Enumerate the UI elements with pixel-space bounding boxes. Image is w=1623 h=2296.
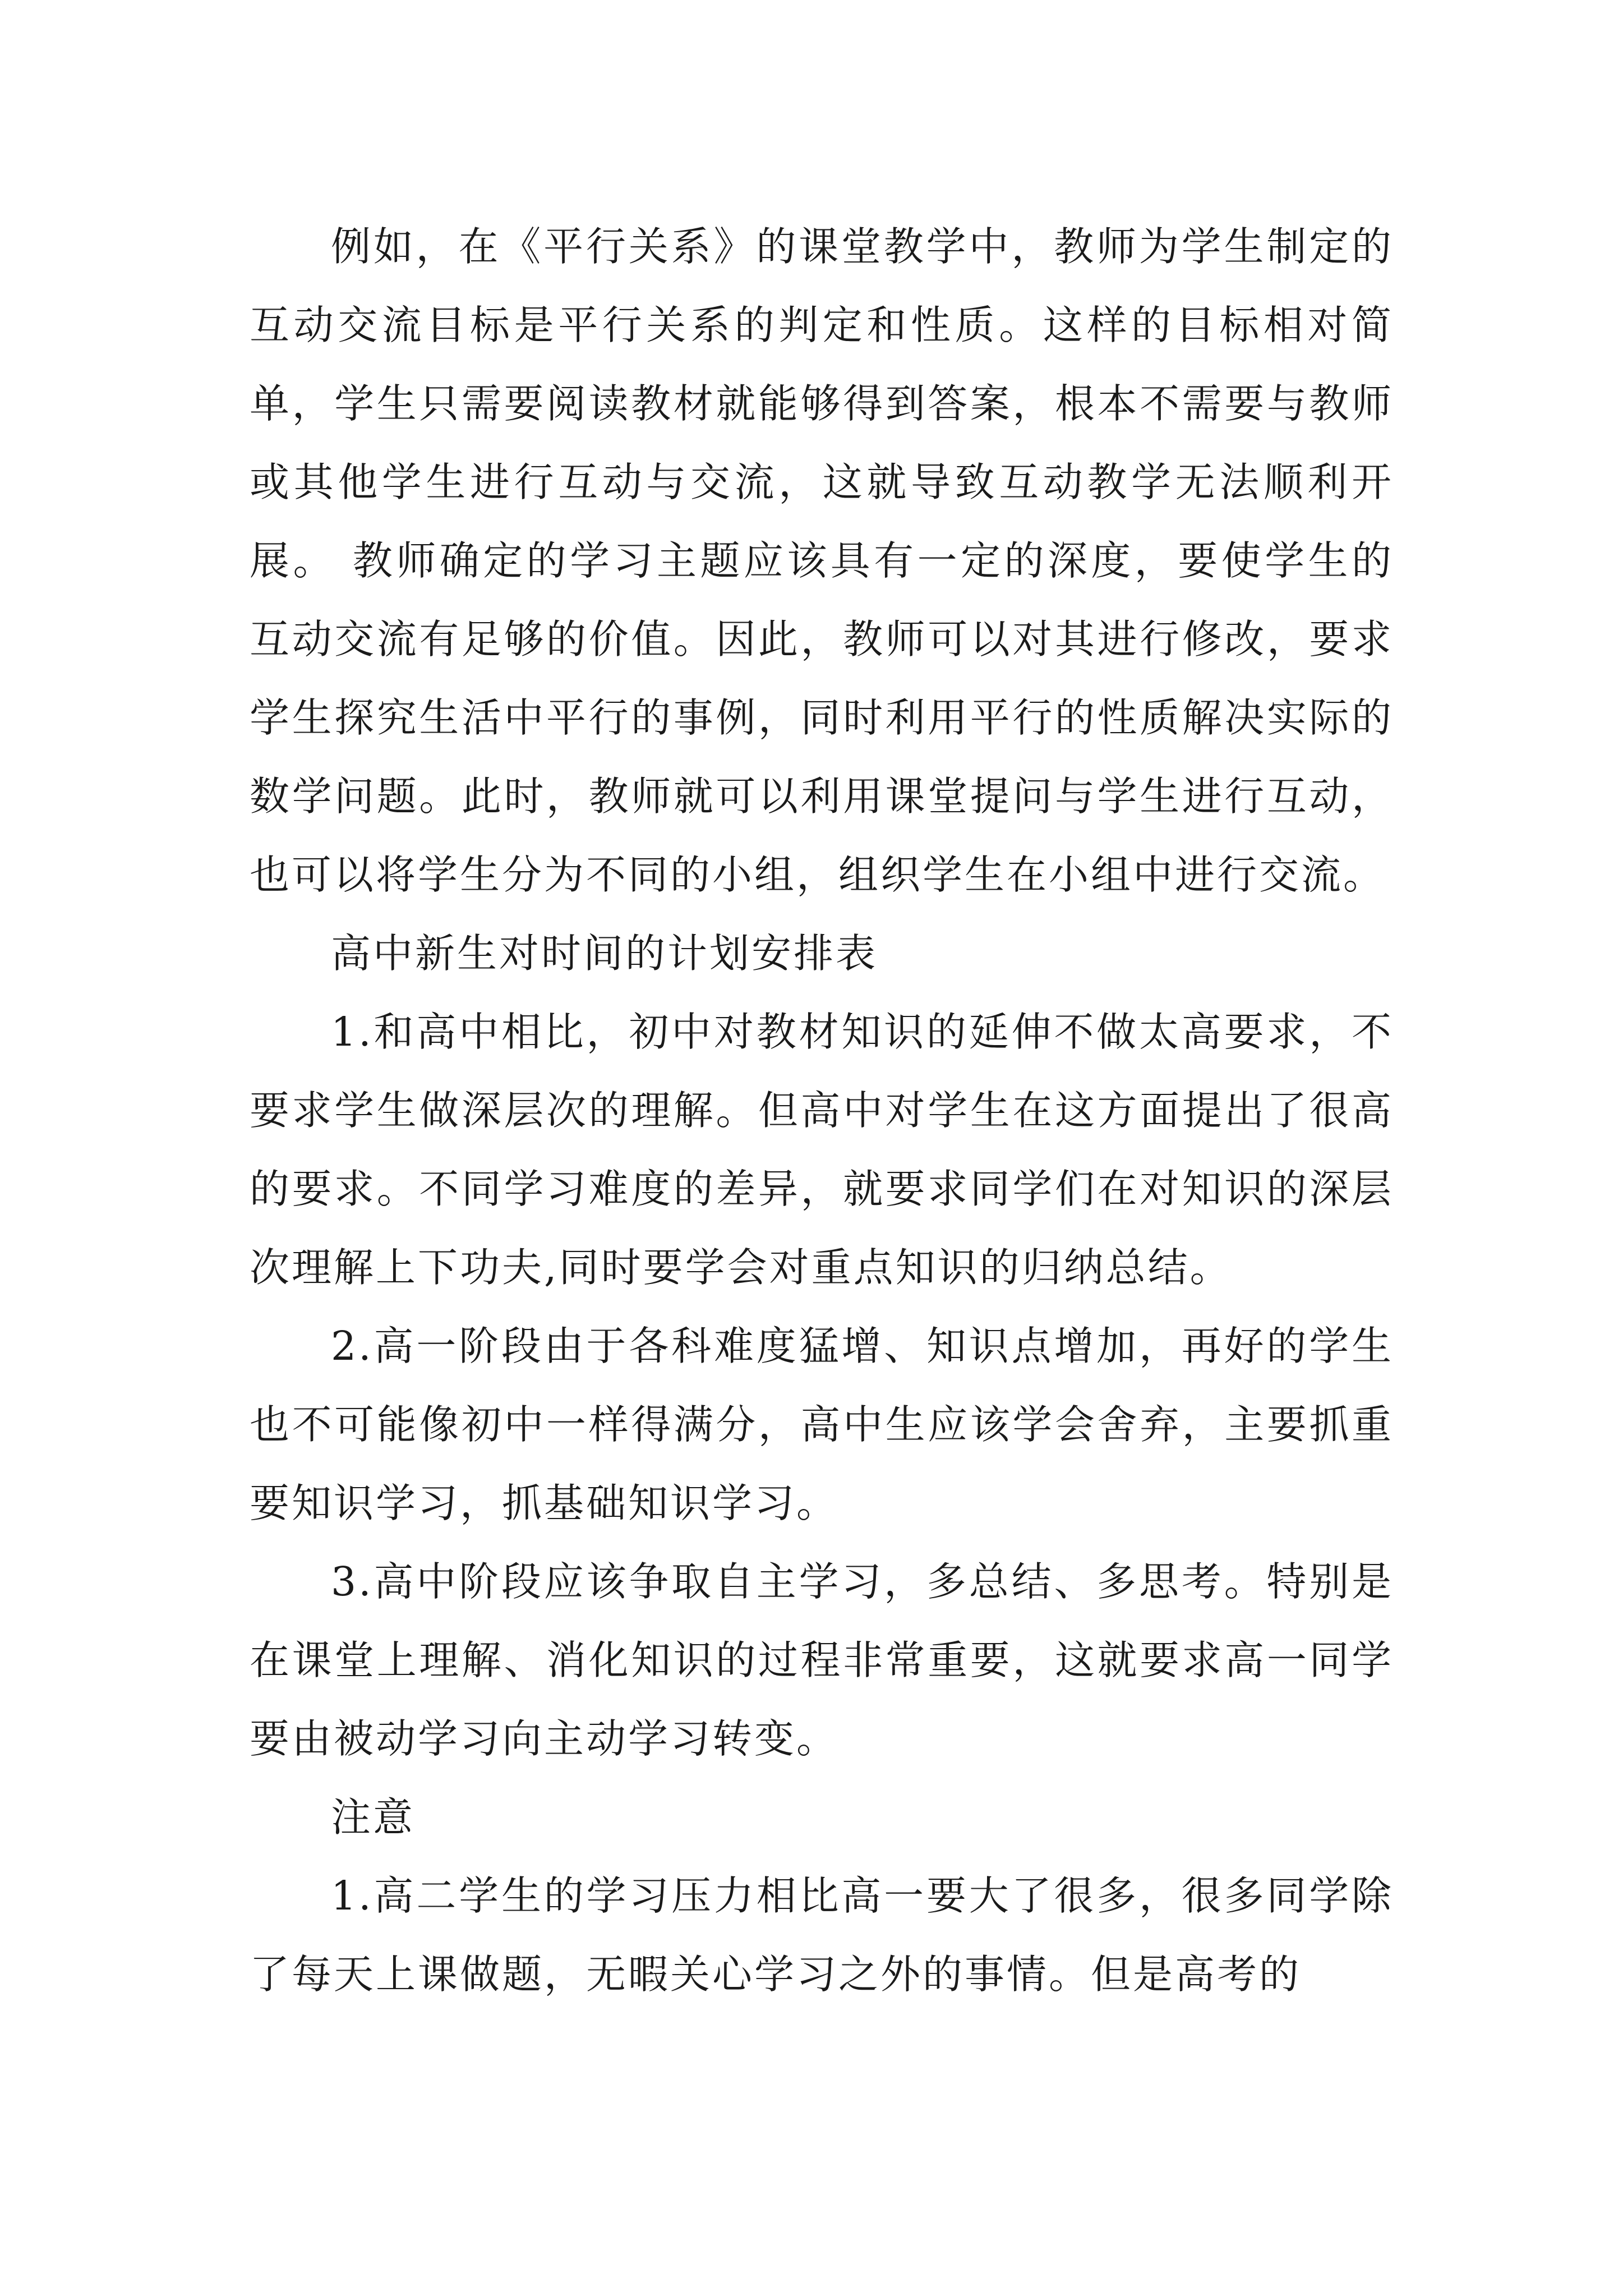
paragraph-parallel-relation-example: 例如，在《平行关系》的课堂教学中，教师为学生制定的互动交流目标是平行关系的判定和性质。这样的目标相对简单，学生只需要阅读教材就能够得到答案，根本不需要与教师或其他学生进行互动与交流，这就导致互动教学无法顺利开展。 教师确定的学习主题应该具有一定的深度，要使学生的互动交流有足够的价值。因此，教师可以对其进行修改，要求学生探究生活中平行的事例，同时利用平行的性质解决实际的数学问题。此时，教师就可以利用课堂提问与学生进行互动，也可以将学生分为不同的小组，组织学生在小组中进行交流。	[250, 223, 1394, 898]
paragraph-item-3-self-study: 3.高中阶段应该争取自主学习，多总结、多思考。特别是在课堂上理解、消化知识的过程非常重要，这就要求高一同学要由被动学习向主动学习转变。	[250, 1558, 1394, 1762]
section-heading-notice: 注意	[331, 1794, 416, 1841]
paragraph-notice-item-1: 1.高二学生的学习压力相比高一要大了很多，很多同学除了每天上课做题，无暇关心学习之外的事情。但是高考的	[250, 1872, 1394, 1998]
paragraph-item-1-knowledge-depth: 1.和高中相比，初中对教材知识的延伸不做太高要求，不要求学生做深层次的理解。但高中对学生在这方面提出了很高的要求。不同学习难度的差异，就要求同学们在对知识的深层次理解上下功夫,同时要学会对重点知识的归纳总结。	[250, 1009, 1394, 1291]
paragraph-item-2-difficulty: 2.高一阶段由于各科难度猛增、知识点增加，再好的学生也不可能像初中一样得满分，高中生应该学会舍弃，主要抓重要知识学习，抓基础知识学习。	[250, 1323, 1394, 1526]
section-heading-time-plan: 高中新生对时间的计划安排表	[331, 930, 878, 977]
document-body	[250, 208, 1394, 2014]
